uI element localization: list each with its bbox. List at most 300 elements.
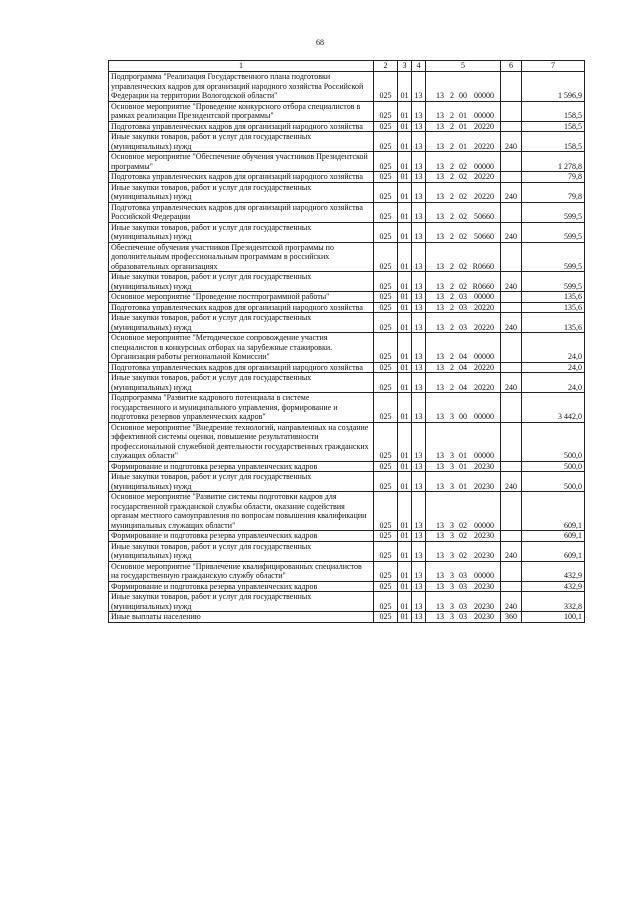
target-article-part: 13: [436, 581, 444, 591]
code-expense-type: [501, 561, 522, 581]
code-section: 01: [398, 393, 412, 423]
target-article-part: 01: [459, 451, 467, 460]
budget-table: [108, 60, 585, 623]
row-name: Основное мероприятие "Методическое сопровождение участия специалистов в конкурсных отборах на зарубежные стажировки. Организация работы региональной Комиссии": [109, 333, 374, 363]
amount: 3 442,0: [522, 393, 585, 423]
code-section: 01: [398, 152, 412, 172]
table-row: [109, 422, 585, 461]
code-admin: 025: [374, 592, 398, 612]
code-subsection: 13: [412, 292, 426, 303]
code-target-article: [426, 292, 501, 303]
target-article-part: 3: [450, 571, 454, 580]
amount: 500,0: [522, 461, 585, 472]
header-cell: 4: [412, 61, 426, 72]
code-section: 01: [398, 292, 412, 303]
code-admin: 025: [374, 172, 398, 183]
table-row: [109, 242, 585, 272]
code-admin: 025: [374, 422, 398, 461]
target-article-part: 3: [450, 461, 454, 471]
amount: 332,8: [522, 592, 585, 612]
code-subsection: 13: [412, 492, 426, 531]
code-expense-type: [501, 492, 522, 531]
target-article-part: 2: [450, 192, 454, 201]
table-row: [109, 461, 585, 472]
row-name: Иные закупки товаров, работ и услуг для государственных (муниципальных) нужд: [109, 182, 374, 202]
table-row: [109, 592, 585, 612]
code-section: 01: [398, 313, 412, 333]
code-subsection: 13: [412, 222, 426, 242]
code-target-article: [426, 72, 501, 102]
table-row: [109, 472, 585, 492]
code-target-article: [426, 581, 501, 592]
table-row: [109, 272, 585, 292]
target-article-part: 2: [450, 232, 454, 241]
target-article-part: 20220: [474, 302, 494, 312]
row-name: Подготовка управленческих кадров для организаций народного хозяйства: [109, 121, 374, 132]
target-article-part: 03: [459, 581, 467, 591]
target-article-part: 20230: [474, 612, 494, 621]
code-admin: 025: [374, 373, 398, 393]
amount: 100,1: [522, 612, 585, 623]
row-name: Подготовка управленческих кадров для организаций народного хозяйства Российской Федерации: [109, 202, 374, 222]
amount: 24,0: [522, 362, 585, 373]
target-article-part: 2: [450, 91, 454, 100]
target-article-part: 13: [436, 161, 444, 171]
amount: 609,1: [522, 541, 585, 561]
target-article-part: 3: [450, 612, 454, 621]
target-article-part: 2: [450, 172, 454, 181]
code-section: 01: [398, 362, 412, 373]
target-article-part: 20220: [474, 172, 494, 181]
target-article-part: 13: [436, 192, 444, 201]
code-admin: 025: [374, 152, 398, 172]
target-article-part: 01: [459, 121, 467, 131]
code-section: 01: [398, 101, 412, 121]
row-name: Подпрограмма "Развитие кадрового потенциала в системе государственного и муниципального управления, формирование и подготовка резервов управленческих кадров": [109, 393, 374, 423]
amount: 24,0: [522, 333, 585, 363]
row-name: Подпрограмма "Реализация Государственного плана подготовки управленческих кадров для организаций народного хозяйства Российской Федерации на территории Вологодской области": [109, 72, 374, 102]
amount: 500,0: [522, 472, 585, 492]
target-article-part: 3: [450, 531, 454, 540]
target-article-part: 2: [450, 352, 454, 361]
target-article-part: 13: [436, 292, 444, 301]
target-article-part: 13: [436, 111, 444, 120]
code-expense-type: 240: [501, 313, 522, 333]
code-subsection: 13: [412, 333, 426, 363]
target-article-part: 3: [450, 551, 454, 560]
code-target-article: [426, 222, 501, 242]
target-article-part: 03: [459, 302, 467, 312]
target-article-part: 2: [450, 111, 454, 120]
amount: 79,8: [522, 172, 585, 183]
table-row: [109, 581, 585, 592]
target-article-part: R0660: [472, 261, 494, 271]
code-admin: 025: [374, 541, 398, 561]
target-article-part: 20230: [474, 601, 494, 611]
row-name: Иные закупки товаров, работ и услуг для государственных (муниципальных) нужд: [109, 592, 374, 612]
table-header-row: [109, 61, 585, 72]
code-admin: 025: [374, 182, 398, 202]
row-name: Подготовка управленческих кадров для организаций народного хозяйства: [109, 302, 374, 313]
header-cell: 1: [109, 61, 374, 72]
target-article-part: 2: [450, 212, 454, 221]
code-admin: 025: [374, 72, 398, 102]
row-name: Иные закупки товаров, работ и услуг для государственных (муниципальных) нужд: [109, 472, 374, 492]
amount: 599,5: [522, 222, 585, 242]
row-name: Основное мероприятие "Привлечение квалифицированных специалистов на государственную гражданскую службу области": [109, 561, 374, 581]
code-expense-type: [501, 242, 522, 272]
code-admin: 025: [374, 393, 398, 423]
target-article-part: 02: [459, 161, 467, 171]
target-article-part: 01: [459, 481, 467, 491]
row-name: Иные закупки товаров, работ и услуг для государственных (муниципальных) нужд: [109, 541, 374, 561]
code-subsection: 13: [412, 272, 426, 292]
code-section: 01: [398, 541, 412, 561]
code-target-article: [426, 393, 501, 423]
row-name: Иные закупки товаров, работ и услуг для государственных (муниципальных) нужд: [109, 132, 374, 152]
code-target-article: [426, 172, 501, 183]
code-section: 01: [398, 202, 412, 222]
code-subsection: 13: [412, 581, 426, 592]
code-section: 01: [398, 121, 412, 132]
code-target-article: [426, 182, 501, 202]
code-target-article: [426, 612, 501, 623]
code-expense-type: [501, 393, 522, 423]
target-article-part: 2: [450, 261, 454, 271]
code-subsection: 13: [412, 172, 426, 183]
code-section: 01: [398, 581, 412, 592]
page-number: 68: [316, 38, 324, 47]
target-article-part: 04: [459, 382, 467, 392]
row-name: Иные выплаты населению: [109, 612, 374, 623]
table-row: [109, 561, 585, 581]
header-cell: 6: [501, 61, 522, 72]
target-article-part: 13: [436, 281, 444, 291]
amount: 1 596,9: [522, 72, 585, 102]
target-article-part: 2: [450, 382, 454, 392]
code-expense-type: 240: [501, 472, 522, 492]
target-article-part: 00000: [474, 111, 494, 120]
code-admin: 025: [374, 302, 398, 313]
code-target-article: [426, 302, 501, 313]
target-article-part: 2: [450, 121, 454, 131]
target-article-part: 13: [436, 382, 444, 392]
code-subsection: 13: [412, 72, 426, 102]
table-row: [109, 373, 585, 393]
target-article-part: 20220: [474, 362, 494, 372]
code-section: 01: [398, 472, 412, 492]
target-article-part: 02: [459, 232, 467, 241]
amount: 135,6: [522, 302, 585, 313]
amount: 135,6: [522, 313, 585, 333]
target-article-part: 04: [459, 362, 467, 372]
target-article-part: 01: [459, 461, 467, 471]
code-admin: 025: [374, 242, 398, 272]
amount: 158,5: [522, 132, 585, 152]
code-expense-type: 240: [501, 132, 522, 152]
code-expense-type: [501, 461, 522, 472]
target-article-part: 13: [436, 451, 444, 460]
target-article-part: 01: [459, 141, 467, 151]
row-name: Основное мероприятие "Проведение конкурсного отбора специалистов в рамках реализации Президентской программы": [109, 101, 374, 121]
target-article-part: 2: [450, 161, 454, 171]
code-target-article: [426, 242, 501, 272]
target-article-part: 00000: [474, 292, 494, 301]
code-subsection: 13: [412, 393, 426, 423]
code-admin: 025: [374, 461, 398, 472]
target-article-part: 02: [459, 192, 467, 201]
code-target-article: [426, 121, 501, 132]
code-subsection: 13: [412, 132, 426, 152]
amount: 500,0: [522, 422, 585, 461]
code-expense-type: [501, 72, 522, 102]
code-admin: 025: [374, 272, 398, 292]
code-subsection: 13: [412, 202, 426, 222]
code-admin: 025: [374, 222, 398, 242]
target-article-part: 02: [459, 172, 467, 181]
target-article-part: 02: [459, 520, 467, 530]
code-target-article: [426, 492, 501, 531]
code-section: 01: [398, 531, 412, 542]
code-target-article: [426, 101, 501, 121]
code-expense-type: 240: [501, 182, 522, 202]
code-target-article: [426, 362, 501, 373]
code-subsection: 13: [412, 592, 426, 612]
target-article-part: 20220: [474, 121, 494, 131]
code-subsection: 13: [412, 461, 426, 472]
code-target-article: [426, 373, 501, 393]
code-section: 01: [398, 612, 412, 623]
target-article-part: 01: [459, 111, 467, 120]
target-article-part: 02: [459, 281, 467, 291]
target-article-part: 00: [459, 91, 467, 100]
code-subsection: 13: [412, 302, 426, 313]
code-subsection: 13: [412, 531, 426, 542]
target-article-part: 50660: [474, 232, 494, 241]
target-article-part: 13: [436, 612, 444, 621]
amount: 432,9: [522, 561, 585, 581]
target-article-part: 13: [436, 121, 444, 131]
code-target-article: [426, 333, 501, 363]
table-row: [109, 182, 585, 202]
code-admin: 025: [374, 121, 398, 132]
code-subsection: 13: [412, 541, 426, 561]
row-name: Формирование и подготовка резерва управленческих кадров: [109, 581, 374, 592]
code-expense-type: [501, 121, 522, 132]
target-article-part: 20230: [474, 581, 494, 591]
code-expense-type: 240: [501, 592, 522, 612]
target-article-part: 13: [436, 172, 444, 181]
row-name: Формирование и подготовка резерва управленческих кадров: [109, 531, 374, 542]
code-expense-type: [501, 292, 522, 303]
code-section: 01: [398, 72, 412, 102]
target-article-part: 03: [459, 292, 467, 301]
code-target-article: [426, 561, 501, 581]
table-row: [109, 333, 585, 363]
target-article-part: 20230: [474, 481, 494, 491]
target-article-part: 02: [459, 531, 467, 540]
table-row: [109, 222, 585, 242]
amount: 599,5: [522, 202, 585, 222]
code-section: 01: [398, 272, 412, 292]
table-row: [109, 172, 585, 183]
amount: 1 278,8: [522, 152, 585, 172]
target-article-part: 00000: [474, 520, 494, 530]
header-cell: 3: [398, 61, 412, 72]
target-article-part: 13: [436, 412, 444, 421]
code-subsection: 13: [412, 313, 426, 333]
target-article-part: 00000: [474, 161, 494, 171]
code-expense-type: 240: [501, 222, 522, 242]
row-name: Основное мероприятие "Обеспечение обучения участников Президентской программы": [109, 152, 374, 172]
row-name: Иные закупки товаров, работ и услуг для государственных (муниципальных) нужд: [109, 373, 374, 393]
target-article-part: 3: [450, 412, 454, 421]
code-target-article: [426, 461, 501, 472]
target-article-part: 2: [450, 292, 454, 301]
target-article-part: 13: [436, 322, 444, 332]
code-admin: 025: [374, 531, 398, 542]
code-subsection: 13: [412, 422, 426, 461]
target-article-part: 13: [436, 212, 444, 221]
table-row: [109, 393, 585, 423]
table-row: [109, 132, 585, 152]
code-expense-type: [501, 202, 522, 222]
code-expense-type: 360: [501, 612, 522, 623]
code-subsection: 13: [412, 561, 426, 581]
amount: 158,5: [522, 121, 585, 132]
target-article-part: 13: [436, 352, 444, 361]
target-article-part: 20230: [474, 551, 494, 560]
row-name: Подготовка управленческих кадров для организаций народного хозяйства: [109, 362, 374, 373]
code-section: 01: [398, 592, 412, 612]
code-section: 01: [398, 461, 412, 472]
target-article-part: 20220: [474, 322, 494, 332]
row-name: Иные закупки товаров, работ и услуг для государственных (муниципальных) нужд: [109, 222, 374, 242]
header-cell: 5: [426, 61, 501, 72]
target-article-part: 2: [450, 362, 454, 372]
target-article-part: 3: [450, 601, 454, 611]
code-subsection: 13: [412, 182, 426, 202]
target-article-part: 13: [436, 571, 444, 580]
target-article-part: 20220: [474, 141, 494, 151]
code-section: 01: [398, 132, 412, 152]
target-article-part: 3: [450, 481, 454, 491]
code-expense-type: 240: [501, 373, 522, 393]
code-subsection: 13: [412, 373, 426, 393]
code-admin: 025: [374, 202, 398, 222]
table-row: [109, 302, 585, 313]
target-article-part: 2: [450, 281, 454, 291]
target-article-part: 00000: [474, 352, 494, 361]
code-admin: 025: [374, 362, 398, 373]
code-expense-type: 240: [501, 272, 522, 292]
amount: 609,1: [522, 531, 585, 542]
target-article-part: 13: [436, 261, 444, 271]
table-row: [109, 612, 585, 623]
row-name: Иные закупки товаров, работ и услуг для государственных (муниципальных) нужд: [109, 272, 374, 292]
code-admin: 025: [374, 612, 398, 623]
table-row: [109, 531, 585, 542]
row-name: Формирование и подготовка резерва управленческих кадров: [109, 461, 374, 472]
code-expense-type: [501, 302, 522, 313]
row-name: Подготовка управленческих кадров для организаций народного хозяйства: [109, 172, 374, 183]
code-section: 01: [398, 242, 412, 272]
target-article-part: 00: [459, 412, 467, 421]
table-row: [109, 541, 585, 561]
code-admin: 025: [374, 292, 398, 303]
target-article-part: 20230: [474, 531, 494, 540]
header-cell: 2: [374, 61, 398, 72]
target-article-part: 13: [436, 461, 444, 471]
table-row: [109, 202, 585, 222]
code-target-article: [426, 152, 501, 172]
amount: 24,0: [522, 373, 585, 393]
code-section: 01: [398, 182, 412, 202]
code-admin: 025: [374, 101, 398, 121]
code-target-article: [426, 531, 501, 542]
amount: 135,6: [522, 292, 585, 303]
table-row: [109, 152, 585, 172]
target-article-part: 13: [436, 481, 444, 491]
code-admin: 025: [374, 472, 398, 492]
row-name: Иные закупки товаров, работ и услуг для государственных (муниципальных) нужд: [109, 313, 374, 333]
table-row: [109, 121, 585, 132]
target-article-part: 02: [459, 261, 467, 271]
target-article-part: 00000: [474, 91, 494, 100]
code-admin: 025: [374, 492, 398, 531]
row-name: Основное мероприятие "Развитие системы подготовки кадров для государственной гражданской службы области, оказание содействия органам местного самоуправления по вопросам повышения квалификации муниципальных служащих области": [109, 492, 374, 531]
target-article-part: 03: [459, 612, 467, 621]
target-article-part: 50660: [474, 212, 494, 221]
row-name: Основное мероприятие "Проведение постпрограммной работы": [109, 292, 374, 303]
code-section: 01: [398, 561, 412, 581]
code-subsection: 13: [412, 101, 426, 121]
target-article-part: 13: [436, 91, 444, 100]
header-cell: 7: [522, 61, 585, 72]
code-expense-type: [501, 581, 522, 592]
code-target-article: [426, 592, 501, 612]
code-expense-type: [501, 422, 522, 461]
target-article-part: 02: [459, 212, 467, 221]
code-expense-type: [501, 333, 522, 363]
amount: 609,1: [522, 492, 585, 531]
target-article-part: 3: [450, 520, 454, 530]
code-section: 01: [398, 373, 412, 393]
target-article-part: R0660: [472, 281, 494, 291]
target-article-part: 00000: [474, 451, 494, 460]
target-article-part: 13: [436, 601, 444, 611]
target-article-part: 3: [450, 451, 454, 460]
code-section: 01: [398, 172, 412, 183]
target-article-part: 00000: [474, 412, 494, 421]
amount: 599,5: [522, 242, 585, 272]
target-article-part: 13: [436, 302, 444, 312]
code-admin: 025: [374, 581, 398, 592]
code-section: 01: [398, 333, 412, 363]
target-article-part: 03: [459, 322, 467, 332]
target-article-part: 13: [436, 232, 444, 241]
code-admin: 025: [374, 333, 398, 363]
target-article-part: 13: [436, 531, 444, 540]
target-article-part: 00000: [474, 571, 494, 580]
code-target-article: [426, 202, 501, 222]
target-article-part: 2: [450, 302, 454, 312]
code-expense-type: [501, 362, 522, 373]
target-article-part: 2: [450, 322, 454, 332]
table-row: [109, 101, 585, 121]
target-article-part: 13: [436, 141, 444, 151]
code-section: 01: [398, 422, 412, 461]
